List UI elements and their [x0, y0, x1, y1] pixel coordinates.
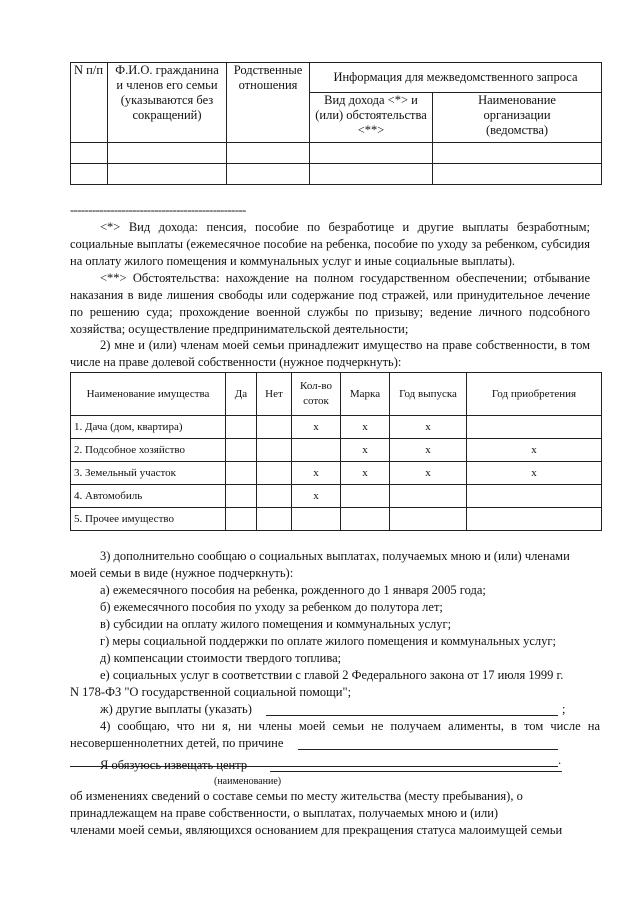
payment-option-b[interactable]: б) ежемесячного пособия по уходу за ребенком до полутора лет;	[100, 600, 443, 614]
col-income-header: Вид дохода <*> и (или) обстоятельства <**>	[310, 93, 433, 143]
plots-count-header: Кол-во соток	[292, 373, 341, 416]
obligation-line-3: принадлежащем на праве собственности, о выплатах, получаемых мною и (или)	[70, 806, 499, 820]
other-payments-field[interactable]	[266, 715, 558, 716]
col-org-header: Наименование организации (ведомства)	[433, 93, 602, 143]
col-fio-header: Ф.И.О. гражданина и членов его семьи (указываются без сокращений)	[108, 63, 227, 143]
footnote-income: <*> Вид дохода: пенсия, пособие по безработице и другие выплаты безработным; социальные выплаты (ежемесячное пособие на ребенка, пособие по уходу за ребенком, субсидия на оплату жилого помещения и коммунальных услуг и иные социальные выплаты).	[70, 220, 590, 268]
yes-header: Да	[226, 373, 257, 416]
payment-option-g[interactable]: г) меры социальной поддержки по оплате жилого помещения и коммунальных услуг;	[100, 634, 556, 648]
table-row: 3. Земельный участок x x x x	[71, 462, 602, 485]
table-row: 4. Автомобиль x	[71, 485, 602, 508]
section-4-line-2: несовершеннолетних детей, по причине	[70, 736, 284, 750]
section-3-intro-1: 3) дополнительно сообщаю о социальных выплатах, получаемых мною и (или) членами	[100, 549, 570, 563]
section-3-intro-2: моей семьи в виде (нужное подчеркнуть):	[70, 566, 294, 580]
table-row: 1. Дача (дом, квартира) x x x	[71, 416, 602, 439]
section-4-line-1: 4) сообщаю, что ни я, ни члены моей семьи не получаем алименты, в том числе на	[100, 719, 600, 733]
footnote-circumstances: <**> Обстоятельства: нахождение на полном государственном обеспечении; отбывание наказания в виде лишения свободы или содержание под стражей, или принудительное лечение по решению суда; прохождение военной службы по призыву; ведение личного подсобного хозяйства; осуществление предпринимательской деятельности;	[70, 271, 590, 336]
release-year-header: Год выпуска	[390, 373, 467, 416]
footnote-separator: ------------------------------------------------	[70, 203, 246, 217]
payment-option-e-2[interactable]: N 178-ФЗ "О государственной социальной помощи";	[70, 685, 352, 699]
center-name-caption: (наименование)	[214, 776, 282, 787]
brand-header: Марка	[341, 373, 390, 416]
property-name-header: Наименование имущества	[71, 373, 226, 416]
obligation-line-1: Я обязуюсь извещать центр	[100, 758, 248, 772]
payment-option-a[interactable]: а) ежемесячного пособия на ребенка, рожденного до 1 января 2005 года;	[100, 583, 486, 597]
table-row	[71, 143, 602, 164]
table-row	[71, 164, 602, 185]
table-row: 2. Подсобное хозяйство x x x	[71, 439, 602, 462]
obligation-line-4: членами моей семьи, являющихся основанием для прекращения статуса малоимущей семьи	[70, 823, 563, 837]
other-payments-end: ;	[562, 702, 566, 716]
property-table	[70, 372, 602, 531]
family-members-table	[70, 62, 602, 185]
payment-option-d[interactable]: д) компенсации стоимости твердого топлива;	[100, 651, 342, 665]
payment-option-v[interactable]: в) субсидии на оплату жилого помещения и коммунальных услуг;	[100, 617, 452, 631]
col-rel-header: Родственные отношения	[227, 63, 310, 143]
payment-option-e-1[interactable]: е) социальных услуг в соответствии с главой 2 Федерального закона от 17 июля 1999 г.	[100, 668, 564, 682]
no-header: Нет	[257, 373, 292, 416]
section-4-end: .	[558, 753, 562, 767]
center-name-field[interactable]	[270, 771, 562, 772]
payment-option-zh: ж) другие выплаты (указать)	[100, 702, 252, 716]
no-alimony-reason-field[interactable]	[298, 749, 558, 750]
col-np-header: N п/п	[71, 63, 108, 143]
purchase-year-header: Год приобретения	[467, 373, 602, 416]
section-2-text: 2) мне и (или) членам моей семьи принадлежит имущество на праве собственности, в том числе на праве долевой собственности (нужное подчеркнуть):	[70, 338, 590, 369]
col-info-header: Информация для межведомственного запроса	[310, 63, 602, 93]
table-row: 5. Прочее имущество	[71, 508, 602, 531]
obligation-line-2: об изменениях сведений о составе семьи по месту жительства (месту пребывания), о	[70, 789, 523, 803]
